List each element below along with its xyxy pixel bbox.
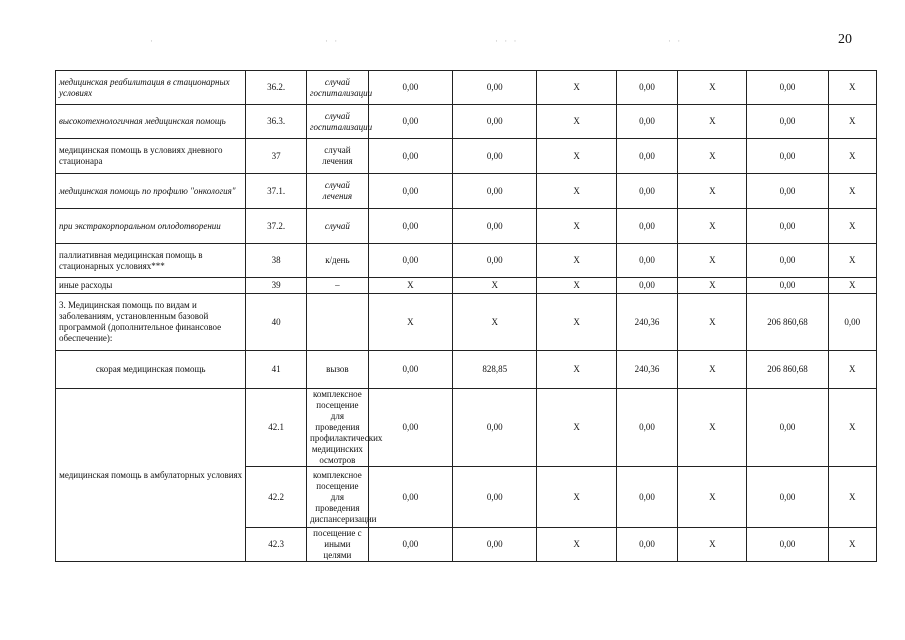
table-row: [56, 139, 877, 174]
volume-cost-table: [55, 70, 877, 562]
value-cell: 0,00: [368, 351, 452, 389]
value-cell: X: [537, 389, 616, 467]
value-cell: 0,00: [368, 209, 452, 244]
row-name-cell: медицинская помощь в условиях дневного стационара: [56, 139, 246, 174]
value-cell: X: [537, 244, 616, 278]
value-cell: X: [828, 389, 876, 467]
value-cell: 0,00: [747, 71, 828, 105]
row-name-cell: медицинская помощь в амбулаторных условиях: [56, 389, 246, 562]
row-unit-cell: комплексное посещение для проведения диспансеризации: [307, 467, 369, 528]
row-code-cell: 42.1: [246, 389, 307, 467]
value-cell: 0,00: [616, 389, 678, 467]
value-cell: 0,00: [616, 105, 678, 139]
value-cell: X: [368, 278, 452, 294]
table-row: [56, 209, 877, 244]
row-name-cell: медицинская помощь по профилю "онкология": [56, 174, 246, 209]
value-cell: 0,00: [368, 71, 452, 105]
value-cell: X: [828, 528, 876, 562]
row-code-cell: 40: [246, 294, 307, 351]
row-code-cell: 37.1.: [246, 174, 307, 209]
value-cell: X: [828, 351, 876, 389]
table-row: [56, 244, 877, 278]
value-cell: 0,00: [368, 528, 452, 562]
value-cell: 0,00: [453, 139, 537, 174]
table-body: [56, 71, 877, 562]
value-cell: X: [537, 139, 616, 174]
row-unit-cell: случай госпитализации: [307, 105, 369, 139]
value-cell: 828,85: [453, 351, 537, 389]
value-cell: 0,00: [453, 174, 537, 209]
row-code-cell: 36.2.: [246, 71, 307, 105]
value-cell: 206 860,68: [747, 351, 828, 389]
row-unit-cell: –: [307, 278, 369, 294]
row-code-cell: 41: [246, 351, 307, 389]
row-unit-cell: случай: [307, 209, 369, 244]
value-cell: 0,00: [368, 174, 452, 209]
value-cell: X: [678, 209, 747, 244]
row-code-cell: 39: [246, 278, 307, 294]
row-unit-cell: посещение с иными целями: [307, 528, 369, 562]
value-cell: 0,00: [616, 209, 678, 244]
row-unit-cell: [307, 294, 369, 351]
row-name-cell: иные расходы: [56, 278, 246, 294]
scan-noise: · · ·: [495, 36, 519, 46]
value-cell: X: [678, 528, 747, 562]
value-cell: X: [537, 528, 616, 562]
row-name-cell: паллиативная медицинская помощь в стационарных условиях***: [56, 244, 246, 278]
value-cell: 0,00: [747, 278, 828, 294]
value-cell: X: [828, 278, 876, 294]
value-cell: X: [828, 105, 876, 139]
value-cell: 0,00: [616, 244, 678, 278]
value-cell: 0,00: [747, 139, 828, 174]
row-name-cell: высокотехнологичная медицинская помощь: [56, 105, 246, 139]
value-cell: 0,00: [616, 174, 678, 209]
value-cell: X: [678, 389, 747, 467]
row-unit-cell: вызов: [307, 351, 369, 389]
row-name-cell: медицинская реабилитация в стационарных условиях: [56, 71, 246, 105]
scan-noise: · ·: [668, 36, 683, 46]
value-cell: X: [678, 174, 747, 209]
value-cell: 0,00: [616, 139, 678, 174]
value-cell: 0,00: [368, 139, 452, 174]
value-cell: 0,00: [453, 467, 537, 528]
table-row: [56, 71, 877, 105]
table-row: [56, 351, 877, 389]
value-cell: 0,00: [747, 209, 828, 244]
value-cell: 0,00: [368, 105, 452, 139]
value-cell: 0,00: [616, 71, 678, 105]
value-cell: X: [537, 71, 616, 105]
table-row: [56, 294, 877, 351]
value-cell: X: [537, 294, 616, 351]
value-cell: X: [537, 467, 616, 528]
value-cell: X: [368, 294, 452, 351]
value-cell: X: [678, 71, 747, 105]
table-row: [56, 389, 877, 467]
value-cell: 0,00: [453, 244, 537, 278]
value-cell: X: [678, 294, 747, 351]
row-unit-cell: случай госпитализации: [307, 71, 369, 105]
value-cell: X: [828, 139, 876, 174]
value-cell: X: [678, 278, 747, 294]
value-cell: X: [828, 71, 876, 105]
row-unit-cell: случай лечения: [307, 174, 369, 209]
value-cell: 0,00: [616, 467, 678, 528]
value-cell: X: [537, 351, 616, 389]
value-cell: 0,00: [747, 467, 828, 528]
row-code-cell: 37.2.: [246, 209, 307, 244]
value-cell: X: [678, 467, 747, 528]
table-row: [56, 105, 877, 139]
value-cell: 0,00: [453, 389, 537, 467]
value-cell: X: [828, 209, 876, 244]
value-cell: X: [678, 139, 747, 174]
scan-noise: ·: [150, 36, 155, 46]
value-cell: 0,00: [453, 209, 537, 244]
value-cell: X: [678, 351, 747, 389]
row-name-cell: при экстракорпоральном оплодотворении: [56, 209, 246, 244]
value-cell: X: [537, 209, 616, 244]
row-unit-cell: комплексное посещение для проведения профилактических медицинских осмотров: [307, 389, 369, 467]
value-cell: 0,00: [368, 244, 452, 278]
value-cell: 0,00: [453, 71, 537, 105]
value-cell: 0,00: [747, 244, 828, 278]
value-cell: 0,00: [747, 528, 828, 562]
page-number: 20: [838, 32, 852, 47]
value-cell: X: [678, 244, 747, 278]
value-cell: X: [537, 174, 616, 209]
value-cell: 0,00: [828, 294, 876, 351]
table-row: [56, 174, 877, 209]
row-name-cell: 3. Медицинская помощь по видам и заболеваниям, установленным базовой программой (дополнительное финансовое обеспечение):: [56, 294, 246, 351]
value-cell: 0,00: [616, 278, 678, 294]
row-name-cell: скорая медицинская помощь: [56, 351, 246, 389]
row-unit-cell: к/день: [307, 244, 369, 278]
row-unit-cell: случай лечения: [307, 139, 369, 174]
value-cell: 0,00: [747, 105, 828, 139]
row-code-cell: 42.3: [246, 528, 307, 562]
row-code-cell: 37: [246, 139, 307, 174]
value-cell: X: [453, 294, 537, 351]
value-cell: 0,00: [368, 389, 452, 467]
value-cell: 0,00: [453, 528, 537, 562]
value-cell: X: [828, 244, 876, 278]
row-code-cell: 38: [246, 244, 307, 278]
value-cell: X: [537, 105, 616, 139]
value-cell: 240,36: [616, 294, 678, 351]
value-cell: X: [678, 105, 747, 139]
value-cell: 0,00: [747, 174, 828, 209]
value-cell: X: [828, 174, 876, 209]
value-cell: 0,00: [368, 467, 452, 528]
value-cell: 0,00: [747, 389, 828, 467]
row-code-cell: 36.3.: [246, 105, 307, 139]
value-cell: X: [828, 467, 876, 528]
value-cell: X: [453, 278, 537, 294]
value-cell: 0,00: [616, 528, 678, 562]
row-code-cell: 42.2: [246, 467, 307, 528]
value-cell: X: [537, 278, 616, 294]
table-row: [56, 278, 877, 294]
value-cell: 206 860,68: [747, 294, 828, 351]
value-cell: 0,00: [453, 105, 537, 139]
scan-noise: · ·: [325, 36, 340, 46]
value-cell: 240,36: [616, 351, 678, 389]
